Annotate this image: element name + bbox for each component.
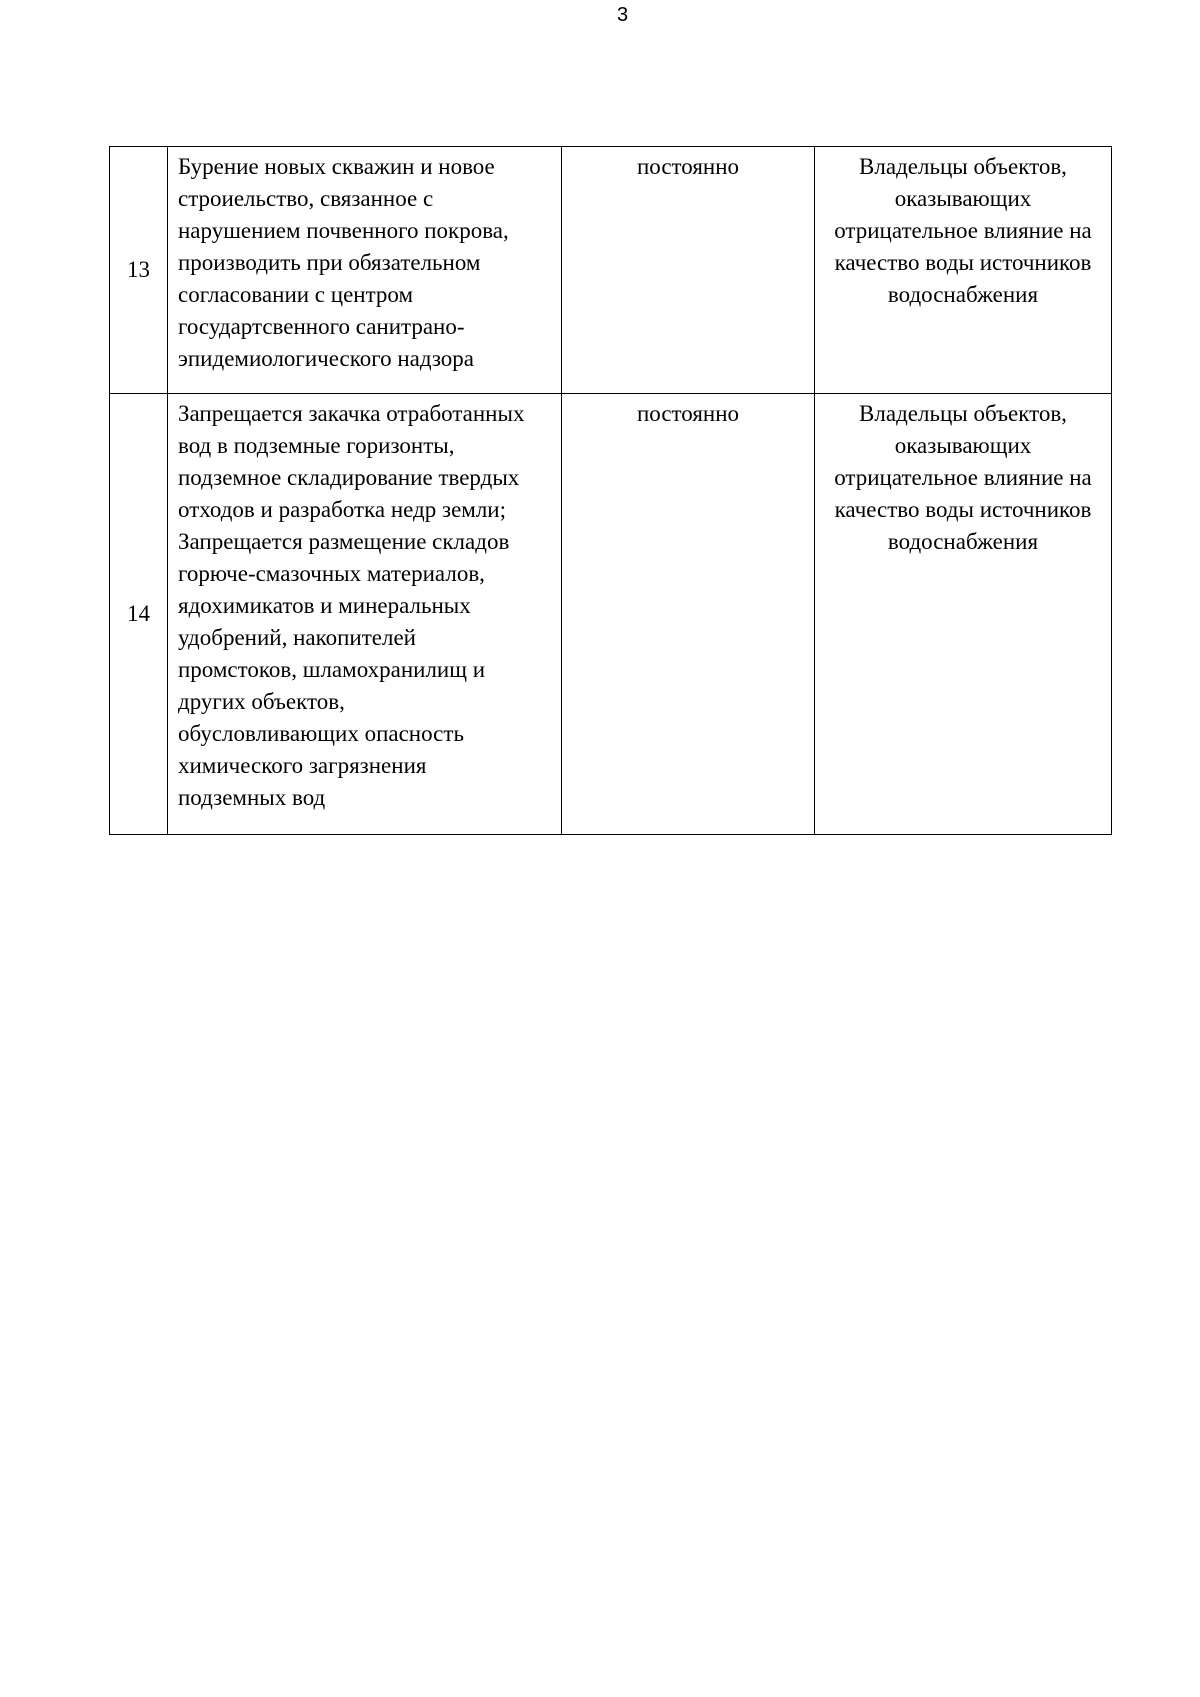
period-text: постоянно [636, 154, 740, 179]
row-number: 13 [127, 257, 150, 282]
table-row [110, 394, 1112, 835]
row-number: 14 [127, 601, 150, 626]
page-number: 3 [616, 4, 629, 26]
period-cell [562, 147, 815, 394]
row-number-cell [110, 394, 168, 835]
period-cell [562, 394, 815, 835]
measure-text: Запрещается закачка отработанных вод в подземные горизонты, подземное складирование твердых отходов и разработка недр земли; Запрещается размещение складов горюче-смазочных материалов, ядохимикатов и минеральных удобрений, накопителей промстоков, шламохранилищ и других объектов, обусловливающих опасность химического загрязнения подземных вод [178, 401, 525, 810]
responsible-cell [815, 394, 1112, 835]
row-number-cell [110, 147, 168, 394]
responsible-text: Владельцы объектов, оказывающих отрицательное влияние на качество воды источников водоснабжения [834, 154, 1092, 307]
measures-table [109, 146, 1112, 835]
measure-cell [168, 394, 562, 835]
table-row [110, 147, 1112, 394]
period-text: постоянно [636, 401, 740, 426]
measure-text: Бурение новых скважин и новое строиельство, связанное с нарушением почвенного покрова, производить при обязательном согласовании с центром государтсвенного санитрано- эпидемиологического надзора [178, 154, 509, 371]
responsible-text: Владельцы объектов, оказывающих отрицательное влияние на качество воды источников водоснабжения [834, 401, 1092, 554]
measure-cell [168, 147, 562, 394]
responsible-cell [815, 147, 1112, 394]
